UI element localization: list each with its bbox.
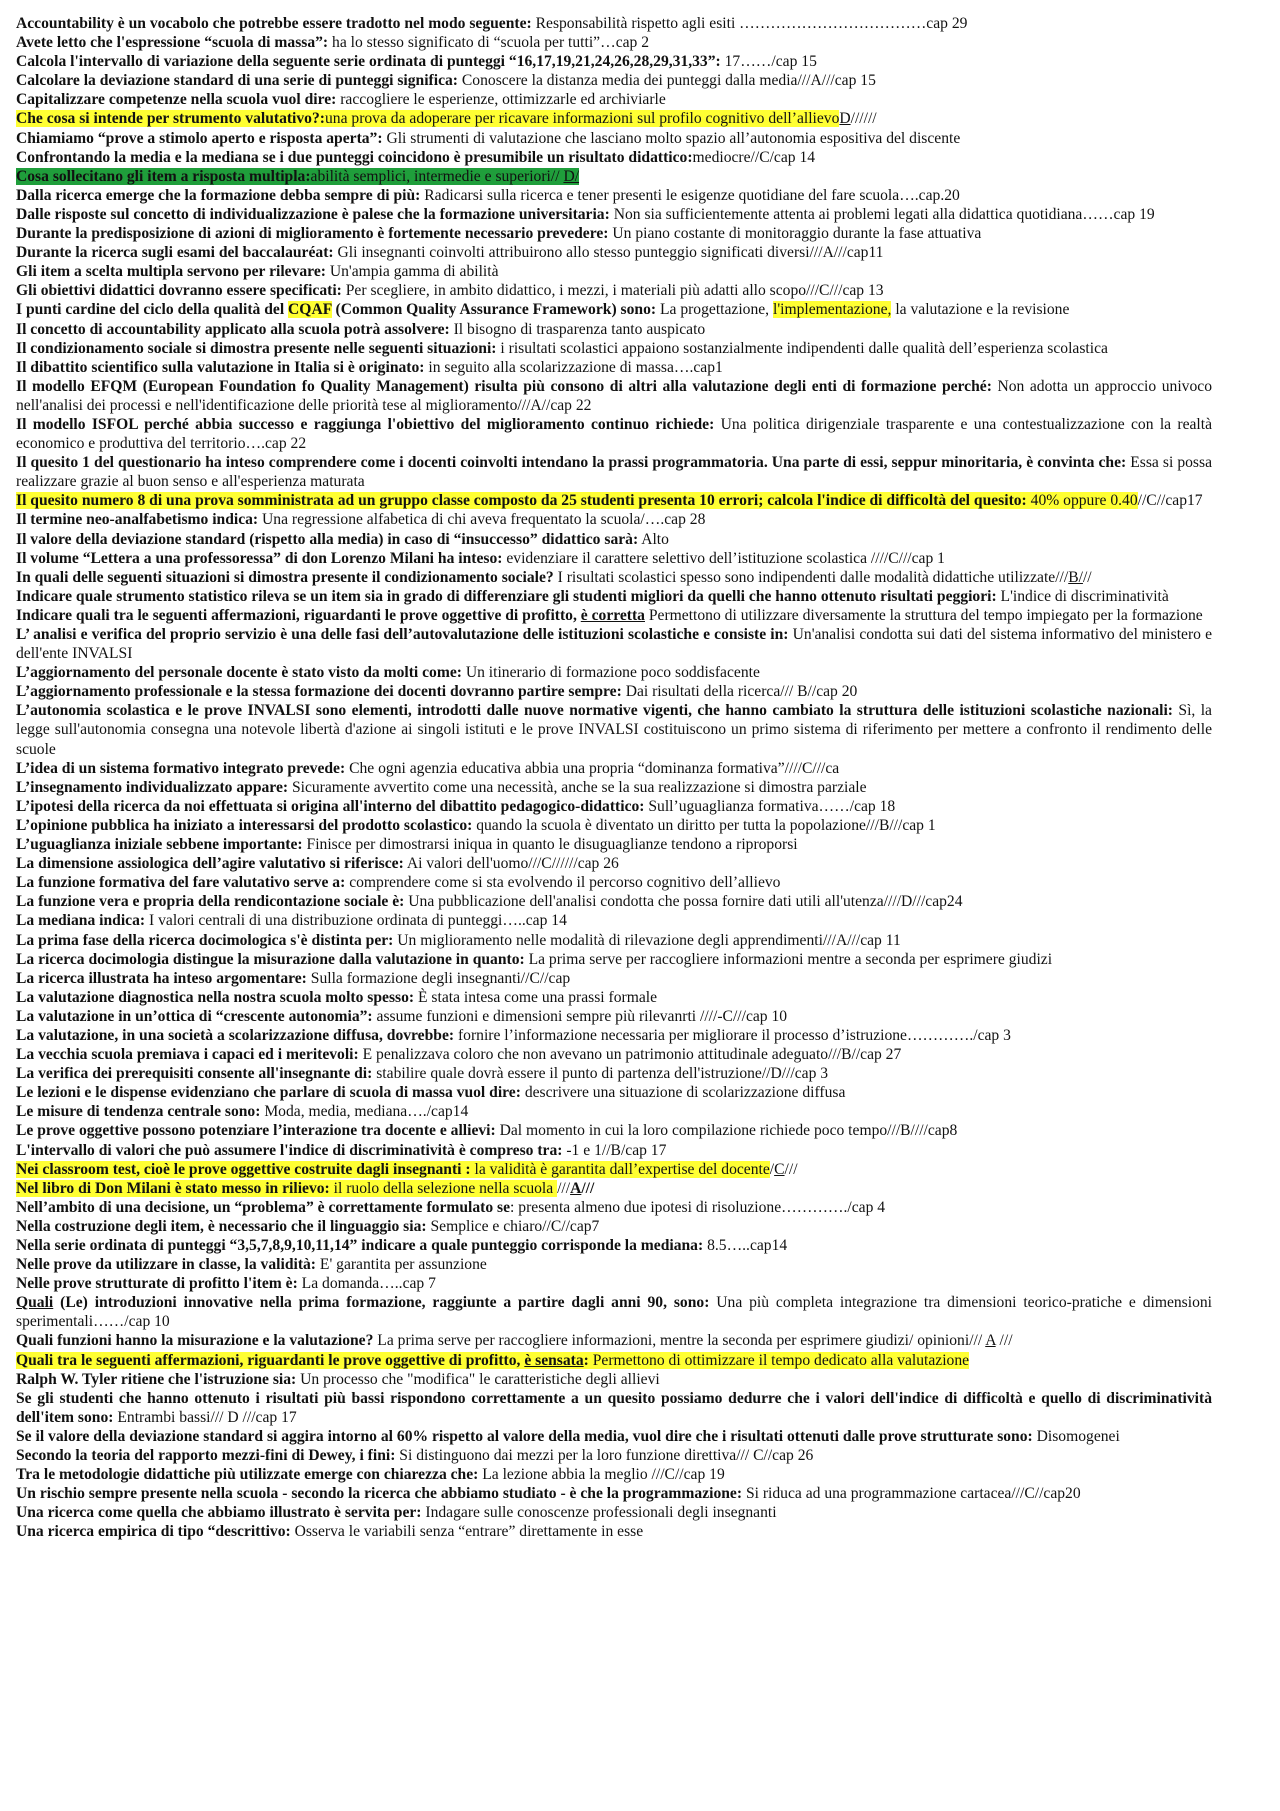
answer-highlight: l'implementazione,	[772, 301, 892, 319]
qa-item	[16, 587, 1212, 606]
question-text: Accountability è un vocabolo che potrebbe essere tradotto nel modo seguente:	[16, 15, 532, 32]
qa-item	[16, 1274, 1212, 1293]
question-text: L’autonomia scolastica e le prove INVALSI sono elementi, introdotti dalle nuove normative vigenti, che hanno cambiato la struttura delle istituzioni scolastiche nazionali:	[16, 702, 1173, 720]
qa-item	[16, 491, 1212, 510]
question-text: Il condizionamento sociale si dimostra presente nelle seguenti situazioni:	[16, 339, 497, 357]
question-text: L’insegnamento individualizzato appare:	[16, 778, 289, 796]
answer-text: Un piano costante di monitoraggio durante la fase attuativa	[608, 225, 982, 243]
answer-text: Gli strumenti di valutazione che lasciano molto spazio all’autonomia espositiva del discente	[382, 129, 961, 147]
qa-item	[16, 1389, 1212, 1427]
answer-text: Permettono di utilizzare diversamente la struttura del tempo impiegato per la formazione	[644, 606, 1203, 624]
answer-text: La prima serve per raccogliere informazioni, mentre la seconda per esprimere giudizi/ opinioni///	[373, 1332, 986, 1350]
question-text: Nelle prove da utilizzare in classe, la validità:	[16, 1256, 317, 1274]
answer-text: Dal momento in cui la loro compilazione richiede poco tempo///B////cap8	[495, 1122, 958, 1140]
answer-text: Essa si possa realizzare grazie al buon senso e all'esperienza maturata	[16, 454, 1212, 491]
question-underlined: Quali	[16, 1294, 54, 1312]
question-text: Tra le metodologie didattiche più utilizzate emerge con chiarezza che:	[16, 1466, 479, 1484]
answer-text: Un processo che "modifica" le caratteristiche degli allievi	[296, 1370, 660, 1388]
question-text: (Le) introduzioni innovative nella prima formazione, raggiunte a partire dagli anni 90, sono:	[53, 1294, 710, 1312]
qa-item	[16, 510, 1212, 529]
answer-text: Una politica dirigenziale trasparente e una contestualizzazione con la realtà economico e produttiva del territorio….cap 22	[16, 415, 1213, 453]
question-text: Il dibattito scientifico sulla valutazione in Italia si è originato:	[16, 358, 425, 376]
answer-text: Permettono di ottimizzare il tempo dedicato alla valutazione	[588, 1351, 970, 1369]
question-text: Nella costruzione degli item, è necessario che il linguaggio sia:	[16, 1217, 427, 1235]
qa-item	[16, 1217, 1212, 1236]
qa-item	[16, 281, 1212, 300]
qa-item	[16, 1293, 1212, 1331]
question-text: Cosa sollecitano gli item a risposta multipla:	[16, 167, 311, 185]
answer-text: E' garantita per assunzione	[316, 1256, 487, 1274]
question-text: Nel libro di Don Milani è stato messo in rilievo:	[16, 1179, 330, 1197]
qa-item	[16, 568, 1212, 587]
answer-text: i risultati scolastici appaiono sostanzialmente indipendenti dalle qualità dell’esperienza scolastica	[496, 339, 1108, 357]
qa-item	[16, 1351, 1212, 1370]
qa-item	[16, 549, 1212, 568]
qa-item	[16, 1370, 1212, 1389]
question-text: Nella serie ordinata di punteggi “3,5,7,8,9,10,11,14” indicare a quale punteggio corrisponde la mediana:	[16, 1237, 704, 1254]
qa-item	[16, 1064, 1212, 1083]
answer-suffix: ///	[995, 1332, 1013, 1350]
qa-item	[16, 186, 1212, 205]
qa-item	[16, 1236, 1212, 1255]
qa-item	[16, 835, 1212, 854]
question-text: L’idea di un sistema formativo integrato prevede:	[16, 759, 346, 777]
answer-text: I risultati scolastici spesso sono indipendenti dalle modalità didattiche utilizzate///	[553, 568, 1069, 586]
question-text: Il volume “Lettera a una professoressa” di don Lorenzo Milani ha inteso:	[16, 549, 503, 567]
question-text: La dimensione assiologica dell’agire valutativo si riferisce:	[16, 855, 404, 873]
answer-text: comprendere come si sta evolvendo il percorso cognitivo dell’allievo	[345, 874, 781, 892]
answer-text: assume funzioni e dimensioni sempre più rilevanrti ////-C///cap 10	[372, 1007, 788, 1025]
qa-item	[16, 969, 1212, 988]
qa-item	[16, 797, 1212, 816]
qa-item	[16, 33, 1212, 52]
answer-text: Gli insegnanti coinvolti attribuirono allo stesso punteggio significati diversi///A///cap11	[333, 244, 884, 262]
qa-item	[16, 377, 1212, 415]
question-text: Una ricerca come quella che abbiamo illustrato è servita per:	[16, 1504, 422, 1522]
qa-item	[16, 224, 1212, 243]
answer-text: fornire l’informazione necessaria per migliorare il processo d’istruzione…………./cap 3	[454, 1026, 1011, 1044]
answer-text: La lezione abbia la meglio ///C//cap 19	[478, 1466, 725, 1484]
answer-text: L'indice di discriminatività	[996, 587, 1169, 605]
answer-text: La progettazione,	[656, 301, 773, 319]
question-text: L’aggiornamento del personale docente è stato visto da molti come:	[16, 664, 462, 682]
question-text: La mediana indica:	[16, 912, 146, 930]
qa-item	[16, 1102, 1212, 1121]
question-text: Chiamiamo “prove a stimolo aperto e risposta aperta”:	[16, 129, 383, 147]
qa-item	[16, 148, 1212, 167]
question-text: (Common Quality Assurance Framework) sono:	[331, 301, 657, 319]
question-text: In quali delle seguenti situazioni si dimostra presente il condizionamento sociale?	[16, 568, 554, 586]
qa-item	[16, 205, 1212, 224]
question-text: La ricerca docimologia distingue la misurazione dalla valutazione in quanto:	[16, 950, 525, 968]
qa-item	[16, 1331, 1212, 1350]
question-text: La vecchia scuola premiava i capaci ed i meritevoli:	[16, 1046, 359, 1064]
question-text: L'intervallo di valori che può assumere l'indice di discriminatività è compreso tra:	[16, 1141, 563, 1159]
document-body	[16, 14, 1212, 1542]
answer-text: Non adotta un approccio univoco nell'analisi dei processi e nell'identificazione delle priorità tese al miglioramento///A//cap 22	[16, 377, 1212, 414]
question-text: Il quesito numero 8 di una prova somministrata ad un gruppo classe composto da 25 studenti presenta 10 errori; calcola l'indice di difficoltà del quesito:	[16, 492, 1027, 510]
answer-text: Radicarsi sulla ricerca e tener presenti le esigenze quotidiane del fare scuola….cap.20	[420, 186, 960, 204]
answer-text: mediocre//C/cap 14	[692, 148, 816, 166]
answer-text: evidenziare il carattere selettivo dell’istituzione scolastica ////C///cap 1	[502, 549, 945, 567]
qa-item	[16, 701, 1212, 758]
answer-letter: A	[570, 1179, 582, 1197]
answer-letter: B/	[1068, 568, 1083, 586]
question-text: Calcola l'intervallo di variazione della seguente serie ordinata di punteggi “16,17,19,21,24,26,28,29,31,33”:	[16, 53, 721, 71]
qa-item	[16, 320, 1212, 339]
answer-text: Un itinerario di formazione poco soddisfacente	[461, 664, 760, 682]
question-text: L’ipotesi della ricerca da noi effettuata si origina all'interno del dibattito pedagogico-didattico:	[16, 797, 645, 815]
answer-text: abilità semplici, intermedie e superiori//	[310, 167, 564, 185]
question-text: La prima fase della ricerca docimologica s'è distinta per:	[16, 931, 394, 949]
question-text: L’opinione pubblica ha iniziato a interessarsi del prodotto scolastico:	[16, 816, 473, 834]
question-text: Il modello ISFOL perché abbia successo e raggiunga l'obiettivo del miglioramento continuo richiede:	[16, 415, 715, 433]
answer-text: 40% oppure 0.40	[1026, 492, 1138, 510]
question-text: Gli item a scelta multipla servono per rilevare:	[16, 263, 326, 281]
qa-item	[16, 816, 1212, 835]
question-text: Dalla ricerca emerge che la formazione debba sempre di più:	[16, 186, 421, 204]
qa-item	[16, 52, 1212, 71]
qa-item	[16, 300, 1212, 319]
answer-suffix: /	[769, 1160, 775, 1178]
answer-text: Per scegliere, in ambito didattico, i mezzi, i materiali più adatti allo scopo///C///cap 13	[341, 282, 884, 300]
qa-item	[16, 1141, 1212, 1160]
qa-item	[16, 1026, 1212, 1045]
answer-text: Il bisogno di trasparenza tanto auspicato	[449, 320, 706, 338]
question-text: Gli obiettivi didattici dovranno essere specificati:	[16, 282, 342, 300]
answer-text: Responsabilità rispetto agli esiti ………………………………cap 29	[531, 15, 968, 32]
question-text: Le lezioni e le dispense evidenziano che parlare di scuola di massa vuol dire:	[16, 1084, 521, 1102]
qa-item	[16, 1503, 1212, 1522]
qa-item	[16, 1083, 1212, 1102]
answer-text: Non sia sufficientemente attenta ai problemi legati alla didattica quotidiana……cap 19	[609, 205, 1155, 223]
answer-text: -1 e 1//B/cap 17	[562, 1141, 667, 1159]
question-text: La funzione vera e propria della rendicontazione sociale è:	[16, 893, 405, 911]
qa-item	[16, 14, 1212, 33]
qa-item	[16, 262, 1212, 281]
question-highlight: CQAF	[288, 301, 332, 319]
qa-item	[16, 1465, 1212, 1484]
answer-text: stabilire quale dovrà essere il punto di partenza dell'istruzione//D///cap 3	[372, 1065, 829, 1083]
qa-item	[16, 1160, 1212, 1179]
question-text: Se il valore della deviazione standard si aggira intorno al 60% rispetto al valore della media, vuol dire che i risultati ottenuti dalle prove strutturate sono:	[16, 1427, 1033, 1445]
qa-item	[16, 1198, 1212, 1217]
answer-text: Si riduca ad una programmazione cartacea///C//cap20	[742, 1485, 1081, 1503]
question-text: Una ricerca empirica di tipo “descrittivo:	[16, 1523, 291, 1541]
answer-suffix: ///	[784, 1160, 798, 1178]
answer-text: il ruolo della selezione nella scuola	[329, 1179, 558, 1197]
qa-item	[16, 530, 1212, 549]
answer-text: Un miglioramento nelle modalità di rilevazione degli apprendimenti///A///cap 11	[393, 931, 901, 949]
answer-text: Si distinguono dai mezzi per la loro funzione direttiva/// C//cap 26	[395, 1447, 814, 1465]
answer-suffix: ///	[581, 1179, 595, 1197]
qa-item	[16, 243, 1212, 262]
question-text: Ralph W. Tyler ritiene che l'istruzione sia:	[16, 1370, 297, 1388]
answer-text: Sì, la legge sull'autonomia consegna una notevole libertà d'azione ai singoli istituti e le prove INVALSI costituiscono un primo sistema di riferimento per mettere a confronto il rendimento delle scuole	[16, 702, 1212, 758]
qa-item	[16, 358, 1212, 377]
qa-item	[16, 167, 1212, 186]
answer-letter: C	[774, 1160, 785, 1178]
qa-item	[16, 988, 1212, 1007]
qa-item	[16, 931, 1212, 950]
qa-item	[16, 71, 1212, 90]
question-text: Durante la predisposizione di azioni di miglioramento è fortemente necessario prevedere:	[16, 225, 609, 243]
answer-text: Ai valori dell'uomo///C//////cap 26	[403, 855, 619, 873]
qa-item	[16, 1484, 1212, 1503]
question-text: Durante la ricerca sugli esami del baccalauréat:	[16, 244, 334, 262]
answer-text: la valutazione e la revisione	[891, 301, 1070, 319]
answer-text: Una regressione alfabetica di chi aveva frequentato la scuola/….cap 28	[258, 511, 706, 529]
qa-item	[16, 625, 1212, 663]
question-text: Avete letto che l'espressione “scuola di massa”:	[16, 34, 329, 52]
answer-text: Osserva le variabili senza “entrare” direttamente in esse	[290, 1523, 644, 1541]
question-text: La verifica dei prerequisiti consente all'insegnante di:	[16, 1065, 373, 1083]
answer-text: Sulla formazione degli insegnanti//C//cap	[306, 969, 571, 987]
answer-text: 17……/cap 15	[720, 53, 817, 71]
answer-text: 8.5…..cap14	[703, 1237, 788, 1254]
answer-text: La domanda…..cap 7	[297, 1275, 436, 1293]
question-text: L’ analisi e verifica del proprio servizio è una delle fasi dell’autovalutazione delle istituzioni scolastiche e consiste in:	[16, 626, 789, 643]
question-text: Capitalizzare competenze nella scuola vuol dire:	[16, 91, 337, 109]
question-text: La valutazione, in una società a scolarizzazione diffusa, dovrebbe:	[16, 1026, 455, 1044]
answer-letter: D/	[563, 167, 580, 185]
question-text: Quali tra le seguenti affermazioni, riguardanti le prove oggettive di profitto,	[16, 1351, 525, 1369]
qa-item	[16, 778, 1212, 797]
answer-text: La prima serve per raccogliere informazioni mentre a seconda per esprimere giudizi	[524, 950, 1053, 968]
question-text: Indicare quali tra le seguenti affermazioni, riguardanti le prove oggettive di profitto,	[16, 606, 581, 624]
answer-suffix: //	[1082, 568, 1092, 586]
answer-text: Sicuramente avvertito come una necessità, anche se la sua realizzazione si dimostra parziale	[288, 778, 867, 796]
question-text: I punti cardine del ciclo della qualità del	[16, 301, 289, 319]
qa-item	[16, 415, 1212, 453]
qa-item	[16, 854, 1212, 873]
qa-item	[16, 1255, 1212, 1274]
question-text: L’aggiornamento professionale e la stessa formazione dei docenti dovranno partire sempre:	[16, 683, 622, 701]
question-text: Che cosa si intende per strumento valutativo?:	[16, 110, 325, 128]
qa-item	[16, 663, 1212, 682]
question-text: Indicare quale strumento statistico rileva se un item sia in grado di differenziare gli studenti migliori da quelli che hanno ottenuto risultati peggiori:	[16, 587, 997, 605]
question-text: La valutazione in un’ottica di “crescente autonomia”:	[16, 1007, 373, 1025]
question-text: Il termine neo-analfabetismo indica:	[16, 511, 259, 529]
answer-text: : presenta almeno due ipotesi di risoluzione…………./cap 4	[510, 1198, 886, 1216]
answer-text: la validità è garantita dall’expertise del docente	[470, 1160, 770, 1178]
question-text: La ricerca illustrata ha inteso argomentare:	[16, 969, 307, 987]
qa-item	[16, 911, 1212, 930]
qa-item	[16, 1179, 1212, 1198]
qa-item	[16, 339, 1212, 358]
answer-text: in seguito alla scolarizzazione di massa….cap1	[424, 358, 723, 376]
answer-text: Sull’uguaglianza formativa……/cap 18	[644, 797, 896, 815]
answer-text: Una più completa integrazione tra dimensioni teorico-pratiche e dimensioni sperimentali……/cap 10	[16, 1294, 1213, 1331]
answer-text: quando la scuola è diventato un diritto per tutta la popolazione///B///cap 1	[472, 816, 936, 834]
answer-text: Finisce per dimostrarsi iniqua in quanto le disuguaglianze tendono a riproporsi	[302, 836, 798, 854]
answer-text: una prova da adoperare per ricavare informazioni sul profilo cognitivo dell’allievo	[324, 110, 840, 128]
question-text: Calcolare la deviazione standard di una serie di punteggi significa:	[16, 72, 458, 90]
answer-suffix: ///	[557, 1179, 571, 1197]
answer-letter: A	[985, 1332, 996, 1350]
qa-item	[16, 873, 1212, 892]
qa-item	[16, 950, 1212, 969]
question-text: Nei classroom test, cioè le prove oggettive costruite dagli insegnanti :	[16, 1160, 471, 1178]
question-text: Il valore della deviazione standard (rispetto alla media) in caso di “insuccesso” didattico sarà:	[16, 530, 639, 548]
question-text: Nell’ambito di una decisione, un “problema” è correttamente formulato se	[16, 1198, 511, 1216]
qa-item	[16, 129, 1212, 148]
answer-text: descrivere una situazione di scolarizzazione diffusa	[520, 1084, 846, 1102]
qa-item	[16, 606, 1212, 625]
qa-item	[16, 1045, 1212, 1064]
answer-text: Conoscere la distanza media dei punteggi dalla media///A///cap 15	[458, 72, 876, 90]
question-text: Le misure di tendenza centrale sono:	[16, 1103, 261, 1121]
question-text: Il concetto di accountability applicato alla scuola potrà assolvere:	[16, 320, 450, 338]
answer-text: ha lo stesso significato di “scuola per tutti”…cap 2	[328, 34, 650, 52]
question-text: Confrontando la media e la mediana se i due punteggi coincidono è presumibile un risultato didattico:	[16, 148, 693, 166]
answer-text: Semplice e chiaro//C//cap7	[426, 1217, 600, 1235]
question-text: :	[583, 1351, 589, 1369]
qa-item	[16, 1446, 1212, 1465]
question-text: Il modello EFQM (European Foundation fo Quality Management) risulta più consono di altri alla valutazione degli enti di formazione perché:	[16, 377, 992, 395]
question-underlined: è sensata	[524, 1351, 584, 1369]
qa-item	[16, 1522, 1212, 1541]
answer-suffix: //C//cap17	[1137, 492, 1203, 510]
question-text: Quali funzioni hanno la misurazione e la valutazione?	[16, 1332, 374, 1350]
question-text: La funzione formativa del fare valutativo serve a:	[16, 874, 346, 892]
answer-text: Un'ampia gamma di abilità	[325, 263, 499, 281]
qa-item	[16, 1427, 1212, 1446]
question-text: La valutazione diagnostica nella nostra scuola molto spesso:	[16, 988, 415, 1006]
qa-item	[16, 1007, 1212, 1026]
question-text: Se gli studenti che hanno ottenuto i risultati più bassi rispondono correttamente a un quesito possiamo dedurre che i valori dell'indice di difficoltà e quello di discriminatività dell'item sono:	[16, 1389, 1212, 1426]
question-text: Secondo la teoria del rapporto mezzi-fini di Dewey, i fini:	[16, 1447, 396, 1465]
answer-letter: D	[839, 110, 851, 128]
answer-text: Una pubblicazione dell'analisi condotta che possa fornire dati utili all'utenza////D///cap24	[404, 893, 963, 911]
answer-text: I valori centrali di una distribuzione ordinata di punteggi…..cap 14	[145, 912, 567, 930]
question-text: Il quesito 1 del questionario ha inteso comprendere come i docenti coinvolti intendano la prassi programmatoria. Una parte di essi, seppur minoritaria, è convinta che:	[16, 454, 1127, 472]
question-text: L’uguaglianza iniziale sebbene importante:	[16, 836, 303, 854]
qa-item	[16, 1121, 1212, 1140]
qa-item	[16, 453, 1212, 491]
answer-text: Moda, media, mediana…./cap14	[260, 1103, 469, 1121]
qa-item	[16, 892, 1212, 911]
qa-item	[16, 759, 1212, 778]
answer-text: È stata intesa come una prassi formale	[414, 988, 658, 1006]
answer-text: E penalizzava coloro che non avevano un patrimonio attitudinale adeguato///B//cap 27	[358, 1046, 902, 1064]
answer-text: Disomogenei	[1032, 1427, 1120, 1445]
question-text: Un rischio sempre presente nella scuola - secondo la ricerca che abbiamo studiato - è che la programmazione:	[16, 1485, 743, 1503]
qa-item	[16, 682, 1212, 701]
question-text: Le prove oggettive possono potenziare l’interazione tra docente e allievi:	[16, 1122, 496, 1140]
qa-item	[16, 109, 1212, 128]
answer-suffix: //////	[850, 110, 877, 128]
answer-text: Indagare sulle conoscenze professionali degli insegnanti	[421, 1504, 777, 1522]
answer-text: raccogliere le esperienze, ottimizzarle ed archiviarle	[336, 91, 666, 109]
qa-item	[16, 90, 1212, 109]
answer-text: Un'analisi condotta sui dati del sistema informativo del ministero e dell'ente INVALSI	[16, 626, 1212, 663]
question-text: Nelle prove strutturate di profitto l'item è:	[16, 1275, 298, 1293]
question-underlined: è corretta	[580, 606, 645, 624]
answer-text: Dai risultati della ricerca/// B//cap 20	[621, 683, 858, 701]
question-text: Dalle risposte sul concetto di individualizzazione è palese che la formazione universitaria:	[16, 205, 610, 223]
answer-text: Entrambi bassi/// D ///cap 17	[113, 1408, 297, 1426]
answer-text: Alto	[638, 530, 669, 548]
answer-text: Che ogni agenzia educativa abbia una propria “dominanza formativa”////C///ca	[345, 759, 840, 777]
